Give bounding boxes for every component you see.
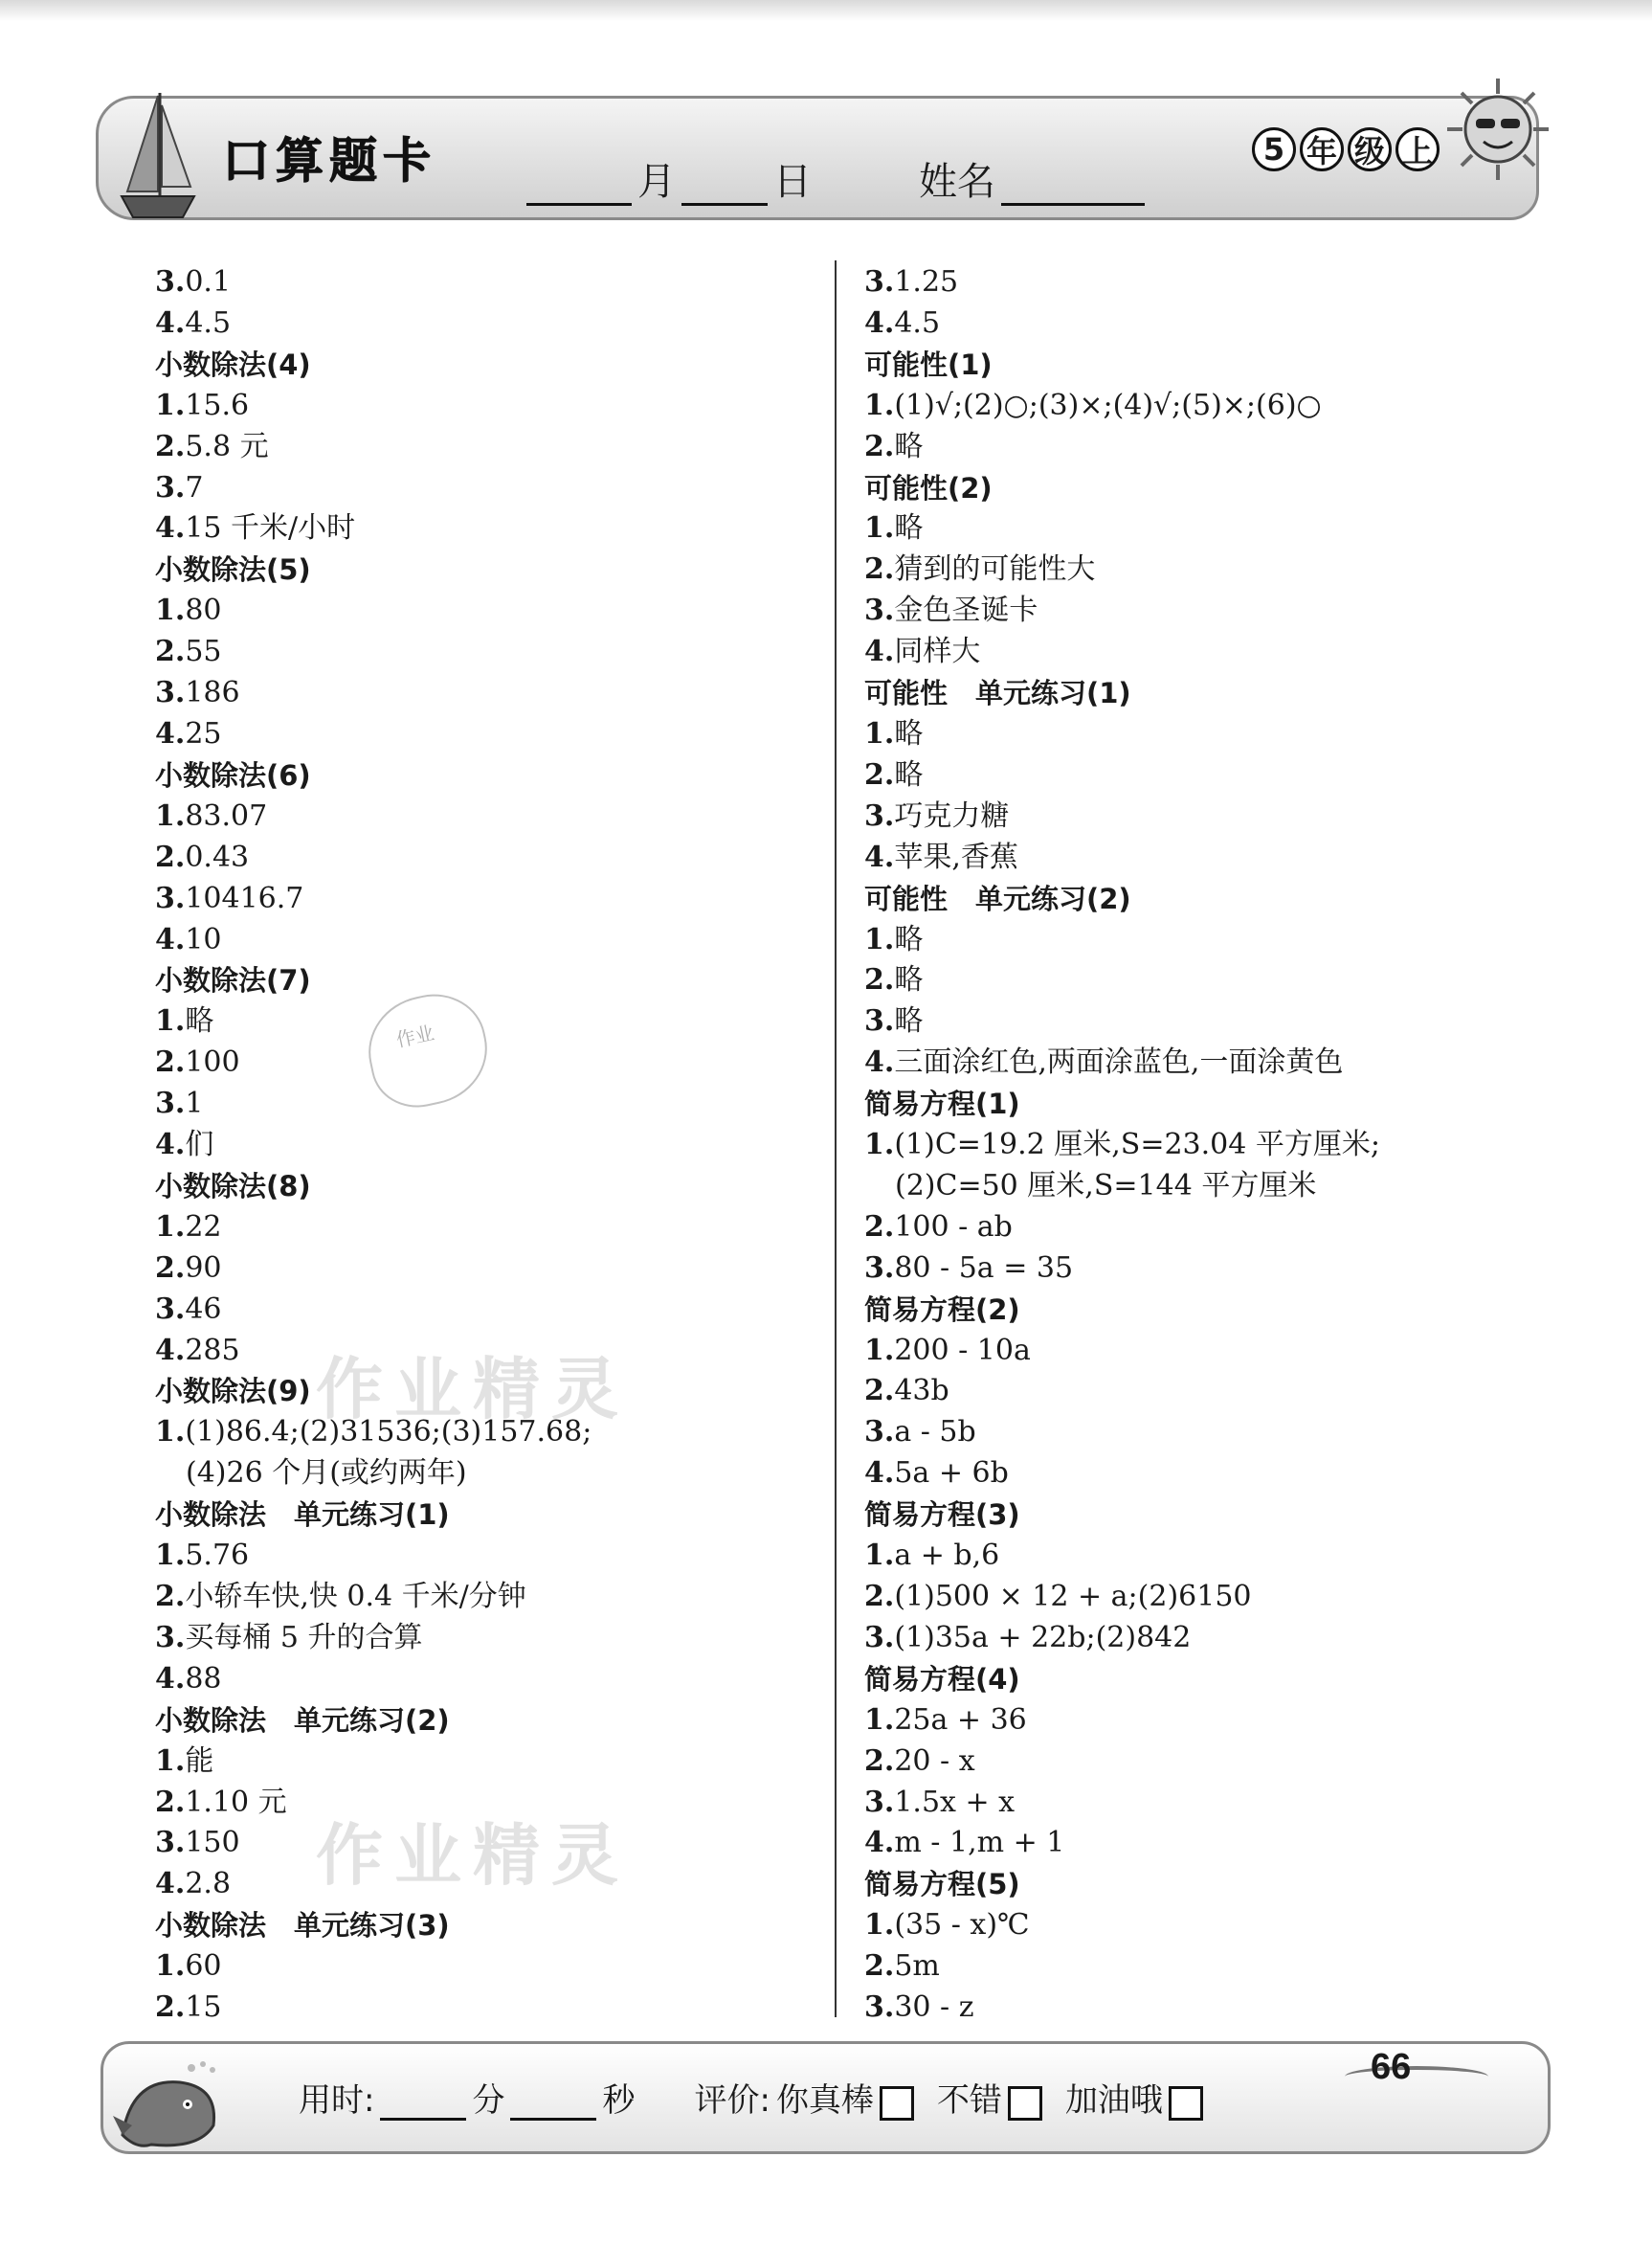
page-title: 口算题卡	[222, 133, 436, 189]
answer-text: 0.1	[185, 265, 232, 299]
answer-line: 3.a - 5b	[864, 1415, 976, 1449]
answer-line: 2.猜到的可能性大	[864, 552, 1096, 587]
answer-text: 46	[185, 1292, 222, 1326]
answer-line: 3.1	[155, 1087, 204, 1121]
answer-number: 2	[155, 1785, 175, 1819]
answer-text: 买每桶 5 升的合算	[185, 1620, 423, 1654]
answer-number: 3	[864, 1415, 884, 1449]
answer-text: 15.6	[185, 388, 250, 422]
answer-line: 4.10	[155, 922, 222, 956]
answer-number: 1	[864, 511, 884, 546]
answer-line: 3.7	[155, 470, 204, 505]
section-heading: 可能性(1)	[864, 348, 993, 381]
answer-line: 1.略	[155, 1004, 214, 1039]
answer-number: 3	[864, 1620, 884, 1654]
answer-number: 4	[155, 511, 175, 546]
answer-text: 略	[894, 511, 924, 546]
section-heading: 小数除法 单元练习(1)	[155, 1498, 450, 1532]
answer-line: 4.88	[155, 1661, 222, 1696]
answer-number: 1	[864, 1908, 884, 1943]
answer-line: 4.25	[155, 716, 222, 751]
answer-line: 1.(1)86.4;(2)31536;(3)157.68;	[155, 1415, 592, 1449]
answer-line: 3.略	[864, 1004, 924, 1039]
answer-line: 3.150	[155, 1826, 240, 1860]
section-heading: 小数除法(9)	[155, 1375, 311, 1408]
answer-text: 83.07	[185, 798, 268, 833]
answer-number: 2	[155, 1990, 175, 2025]
answer-number: 4	[155, 1867, 175, 1901]
answer-number: 4	[864, 840, 884, 874]
answer-text: 200 - 10a	[894, 1333, 1031, 1367]
footer-content	[299, 2074, 1220, 2121]
answer-line: 2.5m	[864, 1949, 940, 1984]
answer-number: 3	[864, 798, 884, 833]
answer-number: 2	[864, 1743, 884, 1778]
answer-number: 2	[155, 1250, 175, 1285]
answer-line: 3.1.25	[864, 265, 959, 299]
answer-line: 2.1.10 元	[155, 1785, 287, 1819]
whale-icon	[113, 2058, 228, 2154]
answer-text: 15 千米/小时	[185, 511, 356, 546]
answer-text: 25a + 36	[894, 1702, 1027, 1737]
answer-line: 2.100	[155, 1045, 240, 1080]
answer-text: 5m	[894, 1949, 940, 1984]
answer-number: 2	[155, 635, 175, 669]
answer-text: 1.5x + x	[894, 1785, 1016, 1819]
grade-char-shang: 上	[1395, 127, 1440, 171]
answer-line: 2.小轿车快,快 0.4 千米/分钟	[155, 1580, 526, 1613]
answer-number: 1	[155, 388, 175, 422]
answer-line: 1.25a + 36	[864, 1702, 1027, 1737]
answer-text: 2.8	[185, 1867, 232, 1901]
answer-text: 略	[894, 1004, 924, 1039]
answer-text: 略	[894, 963, 924, 998]
answer-text: 略	[894, 429, 924, 463]
answer-text: 10	[185, 922, 222, 956]
answer-line: 1.(1)√;(2)○;(3)×;(4)√;(5)×;(6)○	[864, 388, 1322, 422]
answer-number: 1	[155, 1415, 175, 1449]
answer-text: 55	[185, 635, 222, 669]
answer-line: 4.m - 1,m + 1	[864, 1826, 1065, 1860]
evaluation-label: 评价:	[694, 2081, 770, 2120]
answer-text: 苹果,香蕉	[894, 840, 1018, 874]
option-label-great: 你真棒	[775, 2081, 874, 2120]
answer-text: 150	[185, 1826, 240, 1860]
section-heading: 简易方程(3)	[864, 1498, 1020, 1532]
answer-line: 1.a + b,6	[864, 1539, 1000, 1573]
second-label: 秒	[602, 2081, 636, 2120]
answer-number: 3	[155, 1292, 175, 1326]
section-heading: 小数除法(6)	[155, 758, 311, 792]
answer-line: 1.略	[864, 922, 924, 956]
answer-text: (1)500 × 12 + a;(2)6150	[894, 1580, 1252, 1613]
answer-text: (1)35a + 22b;(2)842	[894, 1620, 1192, 1654]
answer-continuation: (2)C=50 厘米,S=144 平方厘米	[895, 1168, 1317, 1202]
checkbox-great[interactable]	[880, 2086, 914, 2121]
answer-number: 3	[864, 1004, 884, 1039]
sailboat-icon	[120, 91, 196, 225]
answer-text: (35 - x)℃	[894, 1908, 1030, 1943]
answer-line: 2.5.8 元	[155, 429, 269, 463]
month-label: 月	[637, 160, 676, 204]
section-heading: 小数除法(7)	[155, 964, 311, 998]
answer-number: 4	[864, 635, 884, 669]
watermark: 作业精灵	[316, 1350, 630, 1428]
answer-text: 小轿车快,快 0.4 千米/分钟	[185, 1580, 526, 1613]
answer-line: 2.100 - ab	[864, 1209, 1013, 1244]
answer-line: 2.略	[864, 757, 924, 792]
left-answer-column	[155, 262, 825, 2029]
grade-number: 5	[1252, 127, 1296, 171]
seconds-blank[interactable]	[510, 2085, 596, 2121]
section-heading: 可能性 单元练习(2)	[864, 882, 1131, 915]
answer-number: 4	[155, 1333, 175, 1367]
answer-line: 1.(1)C=19.2 厘米,S=23.04 平方厘米;	[864, 1128, 1380, 1162]
answer-number: 3	[155, 1620, 175, 1654]
answer-text: 能	[185, 1743, 214, 1778]
answer-number: 4	[864, 305, 884, 340]
option-label-good: 不错	[936, 2081, 1002, 2120]
answer-line: 4.4.5	[155, 305, 232, 340]
answer-number: 1	[864, 1128, 884, 1162]
answer-text: 1.10 元	[185, 1785, 287, 1819]
answer-number: 3	[864, 1250, 884, 1285]
right-answer-column	[864, 262, 1515, 2029]
answer-text: 30 - z	[894, 1990, 974, 2025]
answer-number: 4	[155, 1661, 175, 1696]
answer-line: 2.15	[155, 1990, 222, 2025]
minute-label: 分	[472, 2081, 505, 2120]
answer-line: 1.5.76	[155, 1539, 250, 1573]
name-label: 姓名	[919, 160, 995, 204]
page-top-edge	[0, 0, 1652, 21]
answer-text: 80 - 5a = 35	[894, 1250, 1074, 1285]
answer-number: 3	[155, 676, 175, 710]
answer-text: a + b,6	[894, 1539, 1000, 1573]
answer-number: 2	[155, 1045, 175, 1080]
answer-text: 0.43	[185, 840, 250, 874]
answer-line: 2.20 - x	[864, 1743, 975, 1778]
answer-number: 1	[864, 1539, 884, 1573]
answer-text: 们	[185, 1128, 214, 1162]
answer-line: 4.们	[155, 1128, 214, 1162]
answer-line: 1.能	[155, 1743, 214, 1778]
answer-number: 2	[864, 1374, 884, 1408]
answer-text: 80	[185, 594, 222, 628]
answer-text: 5.8 元	[185, 429, 269, 463]
answer-number: 3	[864, 265, 884, 299]
answer-line: 3.买每桶 5 升的合算	[155, 1620, 423, 1654]
answer-text: 20 - x	[894, 1743, 975, 1778]
answer-number: 2	[864, 1580, 884, 1613]
answer-text: (1)√;(2)○;(3)×;(4)√;(5)×;(6)○	[894, 388, 1322, 422]
answer-line: 1.15.6	[155, 388, 250, 422]
answer-text: 43b	[894, 1374, 949, 1408]
section-heading: 简易方程(2)	[864, 1292, 1020, 1326]
answer-line: 3.10416.7	[155, 881, 304, 915]
answer-text: 186	[185, 676, 240, 710]
answer-number: 1	[864, 716, 884, 751]
answer-number: 1	[155, 1743, 175, 1778]
answer-number: 1	[155, 1004, 175, 1039]
answer-text: 88	[185, 1661, 222, 1696]
answer-number: 1	[864, 1333, 884, 1367]
answer-number: 3	[864, 1785, 884, 1819]
answer-line: 3.巧克力糖	[864, 798, 1010, 833]
minutes-blank[interactable]	[380, 2085, 466, 2121]
answer-line: 1.略	[864, 716, 924, 751]
grade-badge	[1252, 127, 1440, 171]
answer-text: 略	[185, 1004, 214, 1039]
answer-line: 2.55	[155, 635, 222, 669]
answer-text: 略	[894, 757, 924, 792]
answer-number: 3	[155, 1087, 175, 1121]
section-heading: 小数除法(8)	[155, 1169, 311, 1202]
answer-line: 2.0.43	[155, 840, 250, 874]
answer-number: 2	[864, 757, 884, 792]
answer-text: a - 5b	[894, 1415, 976, 1449]
answer-text: 1	[185, 1087, 204, 1121]
answer-number: 1	[864, 1702, 884, 1737]
answer-continuation: (4)26 个月(或约两年)	[186, 1456, 467, 1491]
answer-number: 2	[155, 429, 175, 463]
section-heading: 可能性(2)	[864, 471, 993, 505]
answer-text: 100	[185, 1045, 240, 1080]
answer-text: 5a + 6b	[894, 1456, 1009, 1491]
answer-line: 2.略	[864, 963, 924, 998]
section-heading: 小数除法(5)	[155, 553, 311, 587]
answer-text: 22	[185, 1209, 222, 1244]
answer-line: 3.30 - z	[864, 1990, 974, 2025]
answer-number: 1	[864, 388, 884, 422]
answer-line: 4.同样大	[864, 635, 981, 669]
answer-number: 2	[864, 963, 884, 998]
answer-line: 1.(35 - x)℃	[864, 1908, 1030, 1943]
answer-line: 4.5a + 6b	[864, 1456, 1009, 1491]
watermark: 作业精灵	[316, 1816, 630, 1895]
answer-text: 三面涂红色,两面涂蓝色,一面涂黄色	[894, 1045, 1344, 1080]
answer-line: 2.90	[155, 1250, 222, 1285]
answer-number: 3	[864, 594, 884, 628]
answer-line: 3.0.1	[155, 265, 232, 299]
answer-number: 4	[155, 716, 175, 751]
answer-text: 15	[185, 1990, 222, 2025]
grade-char-nian: 年	[1300, 127, 1344, 171]
answer-text: (1)C=19.2 厘米,S=23.04 平方厘米;	[894, 1128, 1380, 1162]
answer-line: 2.(1)500 × 12 + a;(2)6150	[864, 1580, 1252, 1613]
answer-number: 3	[155, 1826, 175, 1860]
answer-number: 2	[864, 552, 884, 587]
answer-text: 4.5	[894, 305, 941, 340]
answer-text: 25	[185, 716, 222, 751]
answer-number: 4	[155, 1128, 175, 1162]
answer-line: 3.(1)35a + 22b;(2)842	[864, 1620, 1192, 1654]
answer-line: 1.80	[155, 594, 222, 628]
section-heading: 简易方程(5)	[864, 1868, 1020, 1901]
answer-line: 1.22	[155, 1209, 222, 1244]
answer-number: 2	[864, 1209, 884, 1244]
section-heading: 简易方程(4)	[864, 1662, 1020, 1696]
answer-text: 4.5	[185, 305, 232, 340]
answer-number: 2	[155, 1580, 175, 1613]
answer-text: 猜到的可能性大	[894, 552, 1096, 587]
answer-number: 1	[155, 1209, 175, 1244]
answer-line: 1.略	[864, 511, 924, 546]
month-blank[interactable]	[526, 165, 632, 206]
section-heading: 小数除法 单元练习(3)	[155, 1909, 450, 1943]
answer-number: 4	[155, 305, 175, 340]
answer-line: 3.1.5x + x	[864, 1785, 1016, 1819]
sun-icon	[1445, 77, 1551, 182]
answer-line: 3.80 - 5a = 35	[864, 1250, 1074, 1285]
day-blank[interactable]	[681, 165, 768, 206]
answer-line: 4.苹果,香蕉	[864, 840, 1018, 874]
answer-number: 4	[864, 1826, 884, 1860]
answer-line: 4.2.8	[155, 1867, 232, 1901]
answer-number: 4	[864, 1456, 884, 1491]
answer-text: 金色圣诞卡	[894, 594, 1038, 628]
grade-char-ji: 级	[1348, 127, 1392, 171]
time-label: 用时:	[299, 2081, 375, 2120]
checkbox-keep-going[interactable]	[1169, 2086, 1203, 2121]
answer-text: 60	[185, 1949, 222, 1984]
answer-text: 略	[894, 922, 924, 956]
header-fields	[526, 151, 1145, 206]
page-number-ornament	[1345, 2066, 1488, 2087]
column-divider	[835, 260, 837, 2017]
answer-line: 1.200 - 10a	[864, 1333, 1031, 1367]
answer-number: 3	[155, 470, 175, 505]
answer-number: 2	[864, 429, 884, 463]
answer-text: 巧克力糖	[894, 798, 1010, 833]
answer-number: 1	[864, 922, 884, 956]
stamp-graphic: 作业	[359, 984, 498, 1115]
answer-number: 3	[864, 1990, 884, 2025]
answer-number: 3	[155, 881, 175, 915]
page-number: 66	[1371, 2047, 1412, 2087]
answer-text: (1)86.4;(2)31536;(3)157.68;	[185, 1415, 592, 1449]
answer-line: 1.60	[155, 1949, 222, 1984]
day-label: 日	[773, 160, 812, 204]
answer-text: 285	[185, 1333, 240, 1367]
answer-number: 2	[155, 840, 175, 874]
answer-text: 10416.7	[185, 881, 304, 915]
answer-text: 同样大	[894, 635, 981, 669]
answer-number: 4	[155, 922, 175, 956]
answer-line: 2.43b	[864, 1374, 949, 1408]
answer-line: 4.4.5	[864, 305, 941, 340]
answer-text: 1.25	[894, 265, 959, 299]
section-heading: 小数除法(4)	[155, 348, 311, 381]
section-heading: 小数除法 单元练习(2)	[155, 1703, 450, 1737]
option-label-keep-going: 加油哦	[1064, 2081, 1163, 2120]
name-blank[interactable]	[1001, 165, 1145, 206]
answer-line: 1.83.07	[155, 798, 268, 833]
checkbox-good[interactable]	[1008, 2086, 1042, 2121]
answer-line: 4.三面涂红色,两面涂蓝色,一面涂黄色	[864, 1045, 1344, 1080]
answer-text: m - 1,m + 1	[894, 1826, 1065, 1860]
answer-text: 7	[185, 470, 204, 505]
answer-number: 1	[155, 594, 175, 628]
answer-number: 3	[155, 265, 175, 299]
answer-line: 4.285	[155, 1333, 240, 1367]
answer-number: 1	[155, 1949, 175, 1984]
answer-line: 4.15 千米/小时	[155, 511, 356, 546]
answer-line: 3.金色圣诞卡	[864, 594, 1038, 628]
answer-number: 1	[155, 1539, 175, 1573]
answer-text: 90	[185, 1250, 222, 1285]
answer-number: 4	[864, 1045, 884, 1080]
answer-line: 3.46	[155, 1292, 222, 1326]
answer-line: 2.略	[864, 429, 924, 463]
answer-text: 5.76	[185, 1539, 250, 1573]
section-heading: 可能性 单元练习(1)	[864, 677, 1131, 710]
answer-number: 2	[864, 1949, 884, 1984]
answer-line: 3.186	[155, 676, 240, 710]
answer-number: 1	[155, 798, 175, 833]
answer-text: 100 - ab	[894, 1209, 1013, 1244]
answer-text: 略	[894, 716, 924, 751]
section-heading: 简易方程(1)	[864, 1088, 1020, 1121]
